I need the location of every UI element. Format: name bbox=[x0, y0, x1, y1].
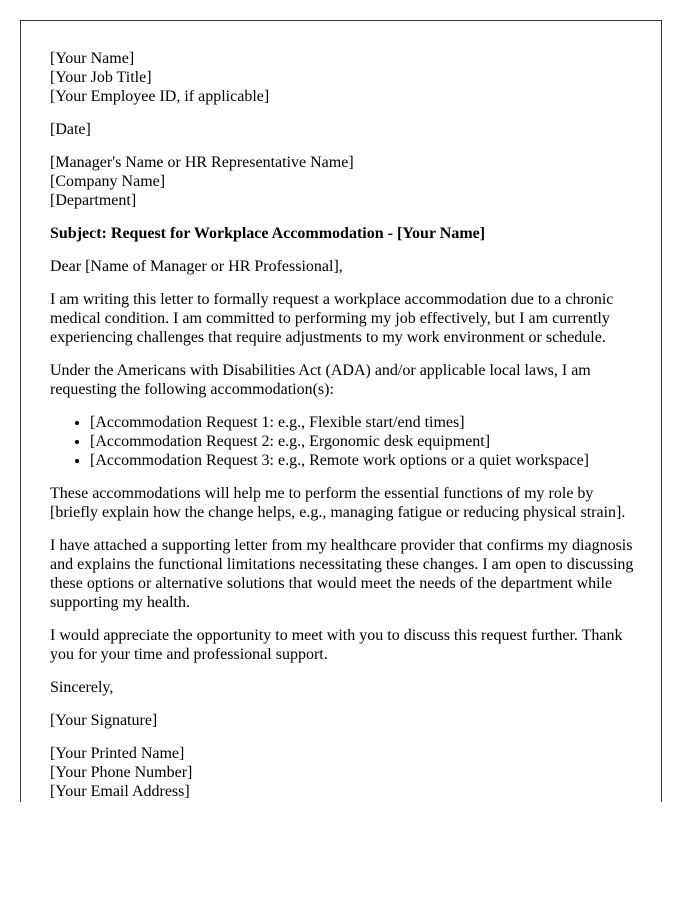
contact-phone-number: [Your Phone Number] bbox=[50, 764, 193, 781]
accommodation-item-1: • [Accommodation Request 1: e.g., Flexible start/end times] bbox=[90, 413, 642, 432]
sender-block bbox=[50, 49, 642, 106]
recipient-company-name: [Company Name] bbox=[50, 173, 166, 190]
closing: Sincerely, bbox=[50, 679, 114, 696]
paragraph-benefit: These accommodations will help me to perform the essential functions of my role by [briefly explain how the change helps, e.g., managing fatigue or reducing physical strain]. bbox=[50, 485, 626, 521]
sender-name: [Your Name] bbox=[50, 50, 135, 67]
paragraph-ada-request: Under the Americans with Disabilities Act (ADA) and/or applicable local laws, I am requesting the following accommodation(s): bbox=[50, 362, 591, 398]
accommodation-list bbox=[50, 413, 642, 470]
contact-email-address: [Your Email Address] bbox=[50, 783, 190, 800]
accommodation-item-3: • [Accommodation Request 3: e.g., Remote work options or a quiet workspace] bbox=[90, 451, 642, 470]
contact-block bbox=[50, 744, 642, 801]
recipient-block bbox=[50, 153, 642, 210]
paragraph-meeting-request: I would appreciate the opportunity to meet with you to discuss this request further. Thank you for your time and professional support. bbox=[50, 627, 623, 663]
subject-line: Subject: Request for Workplace Accommodation - [Your Name] bbox=[50, 225, 486, 242]
paragraph-attachment: I have attached a supporting letter from my healthcare provider that confirms my diagnosis and explains the functional limitations necessitating these changes. I am open to discussing these options or alternative solutions that would meet the needs of the department while supporting my health. bbox=[50, 537, 634, 611]
sender-job-title: [Your Job Title] bbox=[50, 69, 152, 86]
letter-document bbox=[20, 20, 662, 802]
salutation: Dear [Name of Manager or HR Professional], bbox=[50, 258, 343, 275]
recipient-department: [Department] bbox=[50, 192, 137, 209]
recipient-manager-name: [Manager's Name or HR Representative Name] bbox=[50, 154, 354, 171]
paragraph-intro: I am writing this letter to formally request a workplace accommodation due to a chronic medical condition. I am committed to performing my job effectively, but I am currently experiencing challenges that require adjustments to my work environment or schedule. bbox=[50, 291, 614, 346]
date-line: [Date] bbox=[50, 121, 91, 138]
contact-printed-name: [Your Printed Name] bbox=[50, 745, 185, 762]
signature-placeholder: [Your Signature] bbox=[50, 712, 158, 729]
accommodation-item-2: • [Accommodation Request 2: e.g., Ergonomic desk equipment] bbox=[90, 432, 642, 451]
sender-employee-id: [Your Employee ID, if applicable] bbox=[50, 88, 270, 105]
